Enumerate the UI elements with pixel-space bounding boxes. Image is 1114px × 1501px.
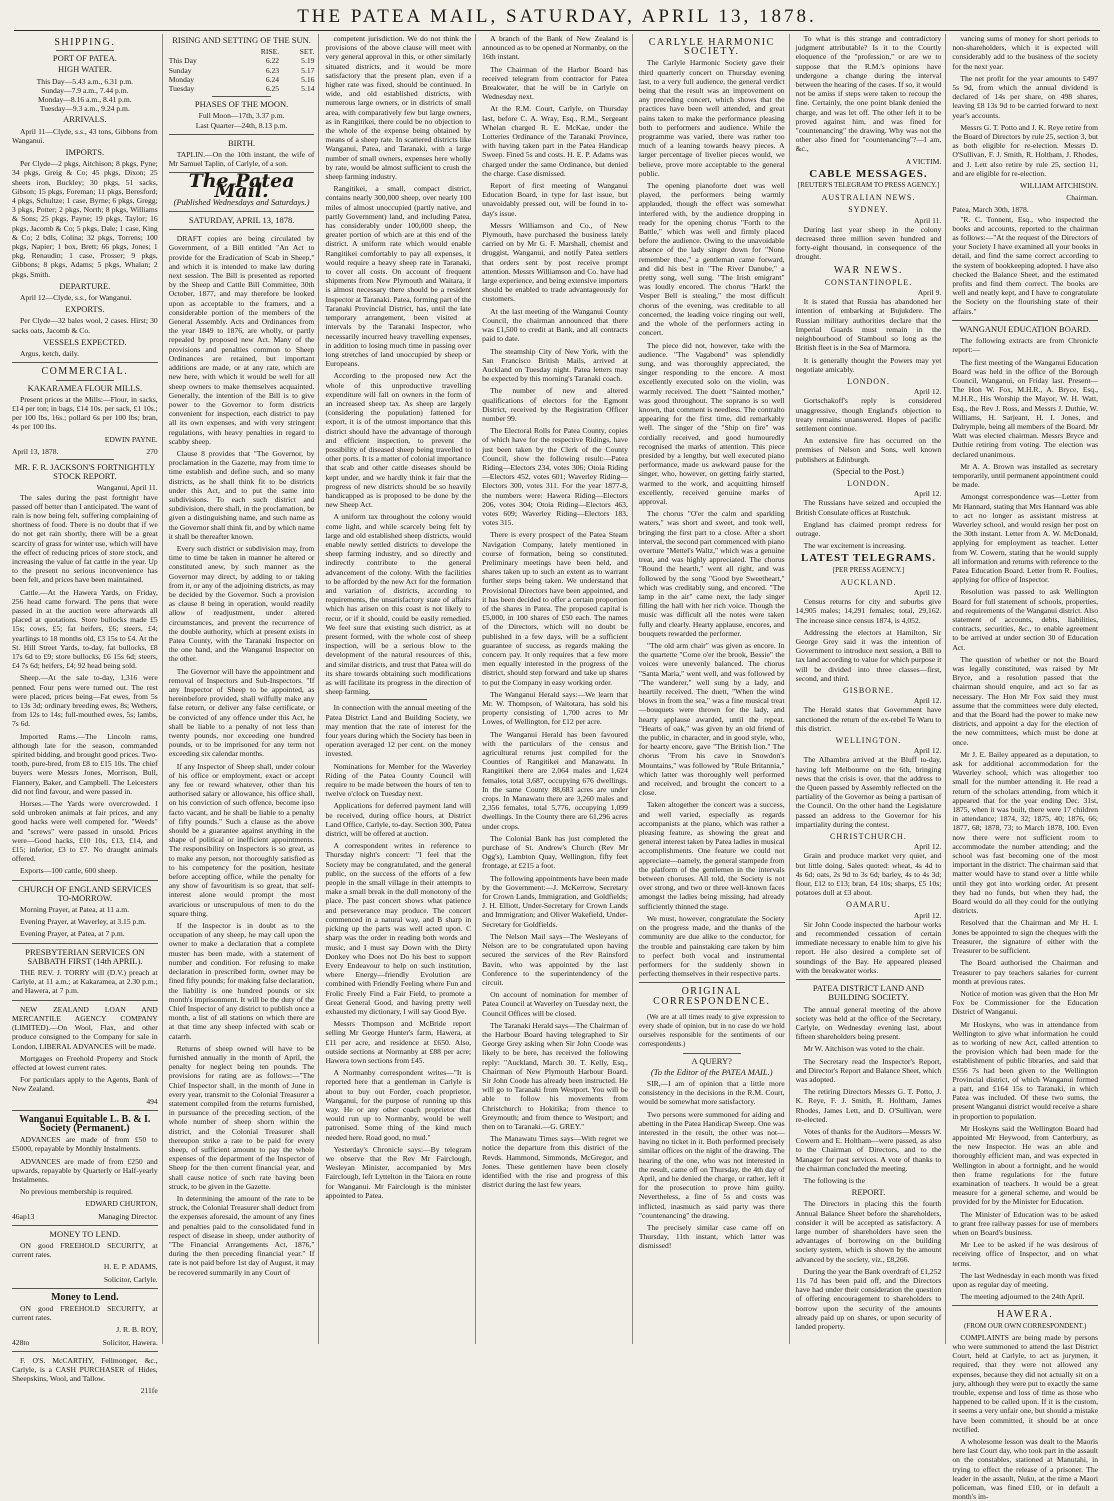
- society-paragraph: The retiring Directors Messrs G. T. Potto, J. K. Reye, F. J. Smith, R. Holtham, James Rhodes, James Lett, and D. O'Sullivan, were re-elected.: [795, 1087, 942, 1124]
- society-paragraph: The Directors in placing this the fourth Annual Balance Sheet before the shareholders, consider it will be accepted as satisfactory. A large number of shareholders have seen the advantages of borrowing on the building society system, which is shown by the amount advanced by the society, viz., £8,266.: [795, 1199, 942, 1264]
- money-to-lend-2-header: Money to Lend.: [51, 1291, 119, 1303]
- column-3: [325, 34, 476, 1344]
- departure-header: DEPARTURE.: [59, 280, 111, 291]
- high-water-row: Sunday—7.9 a.m., 7.44 p.m.: [41, 85, 129, 95]
- education-paragraph: Mr J. E. Bailey appeared as a deputation, to ask for additional accommodation for the Waverley school, which was altogether too small for the number attending it. He read a return of the scholars attending, from which it appeared that for the year ending Dec. 31st, 1875, when it was built, there were 17 children in attendance; 1874, 32; 1875, 40; 1876, 66; 1877, 68; 1878, 73; to March 1878, 100. Even now there were not sufficient room to accommodate the number attending; and the school was fast becoming one of the most important in the district. The chairman said that matter would have to stand over a little while until they got into working order. At present they had no funds, but when they had, the Board would do all they could for the outlying districts.: [952, 749, 1099, 916]
- equitable-role-line: [12, 1212, 158, 1221]
- hawera-paragraph: COMPLAINTS are being made by persons who were summoned to attend the last District Court, held at Carlyle, to act as jurymen, it required, that they were not allowed any expenses, because they did not actually sit on a jury, although they were put to exactly the same trouble, expense and loss of time as those who happened to be called upon. If it is the custom, it seems a very unfair one, but should a mistake have been committed, it should be at once rectified.: [952, 1332, 1099, 1434]
- equitable-role: Managing Director.: [98, 1211, 158, 1221]
- leader-paragraph: According to the proposed new Act the whole of this unproductive travelling expenditure will fall on owners in the form of an increased sheep tax. As sheep are largely (considering the population) fattened for export, it is of the utmost importance that this district should have the advantage of thorough and efficient inspection, to prevent the possibility of diseased sheep being travelled to other ports. It is a matter of colonial importance that scab and other cattle diseases should be kept under, and we hardly think it fair that the progress of new districts should be so heavily handicapped as is proposed to be done by the new Sheep Act.: [325, 371, 472, 510]
- education-paragraph: Resolved that the Chairman and Mr H. I. Jones be appointed to sign the cheques with the Treasurer, the signature of either with the Treasurer to be sufficient.: [952, 918, 1099, 956]
- news-paragraph: The Colonial Bank has just completed the purchase of St. Andrew's Church (Rev Mr Ogg's), Lambton Quay, Wellington, fifty feet frontage, at £215 a foot.: [482, 833, 628, 871]
- place-header: SYDNEY.: [848, 205, 889, 215]
- correspondence-note: (We are at all times ready to give expression to every shade of opinion, but in no case do we hold ourselves responsible for the sentiments of our correspondents.): [638, 1012, 785, 1049]
- column-1: [12, 34, 163, 1396]
- mills-date-line: [12, 447, 158, 456]
- stock-report-header: MR. F. R. JACKSON'S FORTNIGHTLY STOCK REPORT.: [14, 461, 156, 482]
- moon-header: PHASES OF THE MOON.: [194, 99, 289, 110]
- column-5: [639, 34, 790, 1344]
- news-paragraph: The following appointments have been made by the Government:—J. McKerrow, Secretary for Crown Lands, Immigration, and Goldfields; J. H. Elliott, Under-Secretary for Crown Lands and Immigration; and Oliver Wakefield, Under-Secretary for Goldfields.: [482, 873, 628, 929]
- cable-messages-header: CABLE MESSAGES.: [809, 167, 928, 180]
- column-4: [482, 34, 633, 1344]
- table-row: This Day 6.22 5.19: [168, 56, 315, 66]
- letter-paragraph: The precisely similar case came off on Thursday, 11th instant, which latter was dismissed!: [638, 1222, 785, 1251]
- exports-text: Per Clyde—32 bales wool, 2 cases. Hirst; 30 sacks oats, Jacomb & Co.: [12, 316, 158, 335]
- education-paragraph: The question of whether or not the Board was legally constituted, was raised by Mr Bryce, and a resolution passed that the chairman should enquire, and act so far as necessary. The Hon Mr Fox said they must assume that the committees were duly elected, and that the Board had the power to make new districts, and appoint a day for the election of the new committees, which must be done at once.: [952, 654, 1099, 747]
- report-header: REPORT.: [851, 1187, 886, 1198]
- dateline: April 9.: [917, 288, 942, 298]
- cable-text: The Russians have seized and occupied the British Consulate offices at Rustchuk.: [795, 498, 942, 517]
- presbyterian-header: PRESBYTERIAN SERVICES ON SABBATH FIRST (14th APRIL).: [25, 946, 145, 966]
- society-paragraph: vancing sums of money for short periods to non-shareholders, which it is expected will considerably add to the business of the society for the next year.: [952, 34, 1099, 71]
- leader-paragraph: The Governor will have the appointment and removal of Inspectors and Sub-Inspectors. "If any Inspector of Sheep to be appointed, as hereinbefore provided, shall wilfully make any false return, or deliver any false certificate, or be convicted of any offence under this Act, he shall be liable to a penalty of not less than twenty pounds, nor exceeding one hundred pounds, or to be imprisoned for any term not exceeding six calendar months.: [168, 666, 315, 759]
- leader-paragraph: A uniform tax throughout the colony would come light, and while scarcely being felt by large and old established sheep districts, would enable newly settled districts to develope the sheep farming industry, and so directly and indirectly contribute to the general advancement of the colony. With the facilities to be afforded by the new Act for the formation and variation of districts, according to requirements, the unsatisfactory state of affairs which has arisen on this coast is not likely to recur, or if it should, could be easily remedied. We feel sure that existing such district, as at present formed, with the whole cost of sheep inspection, will be a serious blow to the development of the natural resources of this, and similar districts, and trust that Patea will do its share towards obtaining such modifications as will facilitate its progress in the direction of sheep farming.: [325, 512, 472, 697]
- press-agency-note: [PER PRESS AGENCY.]: [832, 565, 905, 574]
- news-paragraph: Messrs Thompson and McBride report selling Mr George Hunter's farm, Hawera, at £11 per acre, and residence at £650. Also, outside sections at Normanby at £88 per acre; Hawera town sections from £45.: [325, 1019, 472, 1065]
- concert-paragraph: We must, however, congratulate the Society on the progress made, and the thanks of the community are due alike to the conductor, for the trouble and painstaking care taken by him to perfect both vocal and instrumental performers for the suddenly shown in perfecting themselves in their respective parts.: [638, 913, 785, 979]
- church-header: CHURCH OF ENGLAND SERVICES TO-MORROW.: [18, 883, 152, 903]
- education-paragraph: Amongst correspondence was—Letter from Mr Hannard, stating that Mrs Hannard was able to act no longer as assistant mistress at Waverley school, and would resign her post on the 30th instant. Letter from A. W. McDonald, applying for employment as teacher. Letter from W. Cowern, stating that he would supply all information and returns with reference to the Patea Education Board. Letter from R. Foulies, applying for office of Inspector.: [952, 492, 1099, 585]
- news-paragraph: The number of new and altered qualifications of electors for the Egmont District, received by the Registration Officer number 99.: [482, 386, 628, 423]
- sun-table: [169, 47, 315, 93]
- paper-title: The Patea Mail.: [188, 170, 295, 202]
- education-paragraph: The Board authorised the Chairman and Treasurer to pay teachers salaries for current month at previous rates.: [952, 958, 1099, 986]
- place-header: CONSTANTINOPLE.: [824, 277, 913, 287]
- letter-paragraph: To what is this strange and contradictory judgment attributable? Is it to the Courtly eloquence of the "profession," or are we to suppose that the R.M.'s opinions have undergone a change during the interval between the hearing of the cases. If so, it would not be amiss if steps were taken to recoup the fine. Certainly, the one point blank denied the charge, and was let off. The other left it to be proved against him, and was fined for "countenancing" the drawing. Why was not the other also fined for "countenancing"?—I am, &c.,: [795, 34, 942, 154]
- mills-date: April 13, 1878.: [12, 446, 59, 456]
- education-board-header: WANGANUI EDUCATION BOARD.: [959, 323, 1091, 334]
- mills-number: 270: [146, 446, 158, 456]
- news-paragraph: At the last meeting of the Wanganui County Council, the chairman announced that there was £1,500 to credit at Bank, and all contracts paid to date.: [482, 306, 628, 344]
- education-paragraph: The first meeting of the Wanganui Education Board was held in the office of the Borough Council, Wanganui, on Friday last. Present—The Hon W. Fox, M.H.R., A. Bryce, Esq., M.H.R., His Worship the Mayor, W. H. Watt, Esq., the Rev J. Ross, and Messrs J. Duthie, W. Williams, H. Sarjeant, H. I. Jones, and Dalrymple, being all members of the Board. Mr Watt was elected chairman. Messrs Bryce and Duthie retiring from voting. The election was declared unanimous.: [952, 357, 1099, 459]
- commercial-header: COMMERCIAL.: [41, 366, 129, 378]
- stock-report-text: The sales during the past fortnight have passed off better than I anticipated. The want of rain is now being felt, suffering complaining of shortness of food. There is no doubt that if we do not get rain shortly, there will be a great scarcity of grass for winter use, which will have the effect of reducing prices of store stock, and increasing the value of fat cattle in the year. Up to the present no serious inconvenience has been felt, and prices have been maintained.: [12, 492, 158, 585]
- leader-paragraph: competent jurisdiction. We do not think the provisions of the above clause will meet with very general approval in this, or other similarly situated districts, and it would be more satisfactory that the present plan, even if a higher rate was fixed, should be continued. In wide, and old established districts, with numerous large owners, or in districts of small area, with comparatively few but large owners, as in Rangitikei, there could be no objection to the whole of the expense being obtained by means of a sheep rate. In scattered districts like Wanganui, Patea, and Taranaki, with a large number of small owners, expenses here wholly by rate, would be almost sufficient to crush the sheep farming industry.: [325, 34, 472, 182]
- moon-text: Last Quarter—24th, 8.13 p.m.: [195, 120, 288, 130]
- society-paragraph: The Secretary read the Inspector's Report, and Director's Report and Balance Sheet, which was adopted.: [795, 1056, 942, 1084]
- equitable-text: No previous membership is required.: [20, 1187, 133, 1197]
- stock-report-text: Horses.—The Yards were overcrowded. I sold unbroken animals at fair prices, and any good hacks were well competed for. "Weeds" and "screws" were passed in unsold. Prices were—Good hacks, £10 10s, £13, £14, and £15; inferior, £3 to £7. No draught animals offered.: [12, 799, 158, 864]
- table-row: Sunday 6.23 5.17: [168, 65, 315, 75]
- church-text: Morning Prayer, at Patea, at 11 a.m.: [20, 905, 130, 915]
- concert-paragraph: Taken altogether the concert was a success, and well varied, especially as regards accompanists at the piano, which was rather a pleasing feature, as showing the great and general interest taken by Patea ladies in musical accomplishments. One feature we could not appreciate—namely, the general stampede from the platform of the gentlemen in the intervals between choruses. All told, the Society is not over strong, and two or three well-known faces amongst the ladies being missing, had already sufficiently thinned the stage.: [638, 800, 785, 911]
- news-paragraph: The Chairman of the Harbor Board has received telegram from contractor for Patea Breakwater, that he will be in Carlyle on Wednesday next.: [482, 64, 628, 102]
- leader-paragraph: Clause 8 provides that "The Governor, by proclamation in the Gazette, may from time to time establish and define such, and so many districts, as he shall think fit to be districts under this Act, and to put the same into subdivisions. To each such district and subdivision, there shall, in the proclamation, be given a distinguishing name, and such name as the Governor shall think fit, and by which name it shall be thereafter known.: [168, 448, 315, 541]
- dateline: April 12.: [913, 842, 942, 852]
- place-header: OAMARU.: [846, 900, 891, 910]
- news-paragraph: Messrs Williamson and Co., of New Plymouth, have purchased the business lately carried on by Mr G. F. Marshall, chemist and druggist, Wanganui, and notify Patea settlers that orders sent by post receive prompt attention. Messrs Williamson and Co. have had large experience, and being extensive importers should be enabled to trade advantageously for customers.: [482, 220, 628, 304]
- society-paragraph: The annual general meeting of the above society was held at the office of the Secretary, Carlyle, on Wednesday evening last, about fifteen shareholders being present.: [795, 1004, 942, 1042]
- society-paragraph: "R. C. Tonnent, Esq., who inspected the books and accounts, reported to the chairman as follows:—"At the request of the Directors of your Society I have examined all your books in detail, and find the same correct according to the system of bookkeeping adopted. I have also checked the Balance Sheet, and the estimated profits and find them correct. The books are well and neatly kept, and I have to congratulate the Society on the flourishing state of their affairs.": [952, 214, 1099, 316]
- telegram-text: The Alhambra arrived at the Bluff to-day, having left Melbourne on the 6th, bringing news that the crisis is over, that the address to the Queen passed by Assembly reflected on the partiality of the Governor as being a partisan of the Council. On the other hand the Legislature passed an address to the Governor for his impartiality during the contest.: [795, 755, 942, 829]
- equitable-text: ADVANCES are made of from £250 and upwards, repayable by Quarterly or Half-yearly Instalments.: [12, 1156, 158, 1184]
- australian-news-header: AUSTRALIAN NEWS.: [821, 193, 916, 203]
- news-paragraph: The Wanganui Herald has been favoured with the particulars of the census and agricultural returns just compiled for the Counties of Rangitikei and Manawatu. In Rangitikei there are 2,064 males and 1,624 females, total 3,687, occupying 676 dwellings. In the same County 88,683 acres are under crops. In Manawatu there are 3,260 males and 2,356 females, total 5,776, occupying 1,099 dwellings. In the County there are 61,296 acres under crops.: [482, 729, 628, 831]
- shipping-header: SHIPPING.: [54, 37, 116, 48]
- society-signature: WILLIAM AITCHISON.: [1019, 181, 1099, 191]
- leader-paragraph: If the Inspector is in doubt as to the occupation of any sheep, he may call upon the owner to make a declaration that a complete muster has been made, with a statement of number and condition. For refusing to make declaration in prescribed form, owner may be fined fifty pounds; for making false declaration, the liability is one hundred pounds or six month's imprisonment. It will be the duty of the Chief Inspector of any district to publish once a month, a list of all stations on which there are at that time any sheep infected with scab or catarrh.: [168, 921, 315, 1041]
- education-paragraph: The Minister of Education was to be asked to grant free railway passes for use of members when on Board's business.: [952, 1209, 1099, 1237]
- place-header: WELLINGTON.: [835, 736, 902, 746]
- society-date: Patea, March 30th, 1878.: [952, 205, 1029, 215]
- society-paragraph: The following is the: [803, 1175, 865, 1185]
- cable-text: It is generally thought the Powers may yet negotiate amicably.: [795, 355, 942, 374]
- equitable-signature: EDWARD CHURTON,: [85, 1199, 158, 1209]
- column-2: [169, 34, 320, 1344]
- news-paragraph: Nominations for Member for the Waverley Riding of the Patea County Council will require to be made between the hours of ten to twelve o'clock on Tuesday next.: [325, 761, 472, 799]
- dateline: April 11.: [914, 215, 942, 225]
- stock-report-text: Sheep.—At the sale to-day, 1,316 were penned. Four pens were turned out. The rest were placed, prices being—Fat ewes, from 5s to 13s 3d; ordinary breeding ewes, 8s; Wethers, from 12s to 14s; full-mouthed ewes, 5s; lambs, 7s 6d.: [12, 673, 158, 729]
- hawera-subheader: (FROM OUR OWN CORRESPONDENT.): [963, 1321, 1087, 1330]
- column-6: [796, 34, 947, 1344]
- vessels-text: Argus, ketch, daily.: [20, 349, 80, 359]
- dateline: April 12.: [913, 746, 942, 756]
- news-paragraph: The Nelson Mail says—The Wesleyans of Nelson are to be congratulated upon having secured the services of the Rev Rainsford Bavin, who was appointed by the last Conference to the superintendency of the circuit.: [482, 931, 628, 987]
- society-paragraph: During the year the Bank overdraft of £1,252 11s 7d has been paid off, and the Directors have had under their consideration the question of offering encouragement to shareholders to borrow upon the security of the amounts already paid up on shares, or upon security of landed property.: [795, 1266, 942, 1331]
- paper-subtitle: (Published Wednesdays and Saturdays.): [173, 196, 310, 207]
- place-header: GISBORNE.: [842, 686, 894, 695]
- arrivals-header: ARRIVALS.: [63, 114, 107, 125]
- query-subheader: (To the Editor of the PATEA MAIL.): [650, 1066, 773, 1077]
- mccarthy-text: F. O'S. McCARTHY, Fellmonger, &c., Carlyle, is a CASH PURCHASER of Hides, Sheepskins, Wool, and Tallow.: [12, 1355, 158, 1384]
- high-water-header: HIGH WATER.: [58, 64, 112, 75]
- stock-report-exports: Exports—100 cattle, 600 sheep.: [20, 866, 118, 876]
- society-role: Chairman.: [1066, 193, 1099, 203]
- news-paragraph: The Manawatu Times says—With regret we notice the departure from this district of the Revds. Hammond, Simmonds, McGregor, and Jones. These gentlemen have been closely identified with the rise and progress of this district during the last few years.: [482, 1134, 628, 1190]
- dateline: April 12.: [913, 696, 942, 706]
- concert-paragraph: The Carlyle Harmonic Society gave their third quarterly concert on Thursday evening last, to a very full audience, the general verdict being that the result was an improvement on any preceding concert, which shows that the practices have been well attended, and great pains taken to make the performance pleasing both to performers and audience. While the programme was varied, there was rather too much of a leaning towards heavy pieces. A larger percentage of livelier pieces would, we believe, prove more acceptable to the general public.: [638, 58, 785, 178]
- masthead-rule: [14, 30, 1100, 31]
- dateline: April 12.: [913, 587, 942, 597]
- church-text: Evening Prayer, at Waverley, at 3.15 p.m.: [20, 917, 147, 927]
- money-to-lend-2-number: 428to: [12, 1337, 30, 1347]
- news-paragraph: Yesterday's Chronicle says:—By telegram we observe that the Rev Mr Fairclough, Wesleyan Minister, accompanied by Mrs Fairclough, left Lyttelton in the Taiora en route for Wanganui. Mr Fairclough is the minister appointed to Patea.: [325, 1144, 472, 1200]
- cable-text: An extensive fire has occurred on the premises of Nelson and Sons, well known publishers at Edinburgh.: [795, 436, 942, 464]
- money-to-lend-2-role: Solicitor, Hawera.: [102, 1337, 158, 1347]
- leader-paragraph: In determining the amount of the rate to be struck, the Colonial Treasurer shall deduct from the expenses aforesaid, the amount of any fines and penalties paid to the consolidated fund in respect of disease in sheep, under authority of "The Financial Arrangements Act, 1876," during the then preceding financial year." If rate is not paid before 1st day of August, it may be recovered summarily in any Court of: [168, 1193, 315, 1277]
- arrivals-text: April 11—Clyde, s.s., 43 tons, Gibbons from Wanganui.: [12, 126, 158, 145]
- war-news-header: WAR NEWS.: [833, 264, 903, 276]
- moon-text: Full Moon—17th, 3.37 p.m.: [198, 111, 285, 121]
- news-paragraph: There is every prospect of the Patea Steam Navigation Company, lately mentioned in course of formation, being so constituted. Preliminary meetings have been held, and shares taken up to such an extent as to warrant further steps being taken. We understand that Provisional Directors have been appointed, and it has been decided to offer a certain proportion of the shares in Patea. The proposed capital is £5,000, in 100 shares of £50 each. The names of the Directors, which will no doubt be published in a few days, will be a sufficient guarantee of success, as regards making the concern pay. It only requires that a few more men equally interested in the progress of the district, should step forward and take up shares to put the Company in easy working order.: [482, 530, 628, 687]
- place-header: LONDON.: [847, 376, 890, 386]
- mills-text: Present prices at the Mills:—Flour, in sacks, £14 per ton; in bags, £14 10s. per sack, £1 10s.; per 100 lbs, 16s.; pollard 6s per 100 lbs; bran, 4s per 100 lbs.: [12, 394, 158, 432]
- concert-paragraph: The opening pianoforte duet was well played, the performers being warmly applauded, though the effect was somewhat interfered with, by the audience dropping in ready for the opening chorus "Forth to the Battle," which was well and firmly placed before the audience. Owing to the unavoidable absence of the lady singer down for "None remember thee," a gentleman came forward, and did his best in "The River Danube," a pretty song, well sung. "The Irish emigrant" was loudly encored. The chorus "Hark! the Vesper Bell is stealing," the most difficult chorus of the evening, was creditable to all concerned, the leading voice ringing out well, and the whole of the performers acting in concert.: [638, 181, 785, 338]
- departure-text: April 12—Clyde, s.s., for Wanganui.: [20, 293, 132, 303]
- cable-text: England has claimed prompt redress for outrage.: [795, 519, 942, 538]
- query-header: A QUERY?: [691, 1055, 732, 1066]
- concert-paragraph: The piece did not, however, take with the audience. "The Vagabond" was splendidly sung, and was thoroughly appreciated, the singer responding to the encore. A most excellently executed solo on the violin, was warmly received. The duett "Sainted mother," was good throughout. The soprano is so well known, that comment is needless. The contralto appearing for the first time, did remarkably well. The singer of the "Ship on fire" was cordially received, and good humouredly recognised the marks of attention. This piece presided by a lengthy, but well executed piano performance, made us awkward pause for the singer, who, however, on getting fairly started, warmed to the work, and acquitting himself excellently, received genuine marks of approval.: [638, 340, 785, 506]
- table-row: Tuesday 6.25 5.14: [168, 84, 315, 94]
- news-paragraph: A Normanby correspondent writes—"It is reported here that a gentleman in Carlyle is about to buy out Forder, coach proprietor, Wanganui, for the purpose of running up this way. He or any other coach proprietor that would run up to Normanby, would be well patronised. Some thing of the kind much needed here. Road good, no mud.": [325, 1068, 472, 1142]
- news-paragraph: At the R.M. Court, Carlyle, on Thursday last, before C. A. Wray, Esq., R.M., Sergeant Whelan charged R. E. McKae, under the Lotteries Ordinance of the Taranaki Province, with having taken part in the Patea Handicap Sweep. Fined 5s and costs. H. E. P. Adams was charged under the same Ordinance, but denied the charge. Case dismissed.: [482, 104, 628, 178]
- money-to-lend-2-role-line: [12, 1338, 158, 1347]
- table-row: RISE. SET.: [260, 47, 315, 57]
- cable-text: Gortschakoff's reply is considered unaggressive, though England's objection to treaty remains unanswered. Hopes of pacific settlement continue.: [795, 396, 942, 433]
- money-to-lend-signature: H. E. P. ADAMS,: [103, 1262, 158, 1272]
- concert-paragraph: The chorus "O'er the calm and sparkling waters," was short and sweet, and took well, bringing the first part to a close. After a short interval, the second part commenced with piano overture "Mettel's Waltz," which was a genuine treat, and was highly appreciated. The chorus "Round the hearth," went all right, and was followed by the song "Good bye Sweetheart," which was creditably sung, and encored. "The lamp in the air" came next, the lady singer filling the hall with her rich voice. Though the music was difficult all the notes were taken fully and clearly. Hearty applause, encores, and bouquets rewarded the performer.: [638, 509, 785, 638]
- stock-report-date: Wanganui, April 11.: [96, 483, 158, 493]
- nz-loan-text: For particulars apply to the Agents, Bank of New Zealand.: [12, 1075, 158, 1094]
- latest-telegrams-header: LATEST TELEGRAMS.: [800, 552, 936, 565]
- news-paragraph: Applications for deferred payment land will be received, during office hours, at District Land Office, Carlyle, to-day. Section 300, Patea district, will be offered at auction.: [325, 801, 472, 839]
- telegram-text: Census returns for city and suburbs give 14,905 males; 14,291 females; total, 29,162. The increase since census 1874, is 4,052.: [795, 597, 942, 625]
- money-to-lend-2-text: ON good FREEHOLD SECURITY, at current rates.: [12, 1303, 158, 1323]
- nz-loan-text: Mortgages on Freehold Property and Stock effected at lowest current rates.: [12, 1053, 158, 1072]
- cable-text: During last year sheep in the colony decreased three million seven hundred and forty-eight thousand, in consequence of the drought.: [795, 224, 942, 262]
- exports-header: EXPORTS.: [65, 304, 105, 315]
- imports-header: IMPORTS.: [65, 147, 105, 158]
- port-header: PORT OF PATEA.: [52, 53, 117, 64]
- leader-paragraph: Rangitikei, a small, compact district, contains nearly 300,000 sheep, over nearly 100 miles of almost unoccupied (partly native, and partly Government) land, and including Patea, has considerably under 100,000 sheep, the greater portion of which are at this end of the district. A uniform rate which would enable Rangitikei comfortably to pay all expenses, it would require a heavy sheep rate in Taranaki, to cover all costs. On account of frequent shipments from New Plymouth and Waitara, it is almost necessary there should be a resident Inspector at Taranaki. Patea, forming part of the Taranaki Provincial District, has, until the late temporary arrangement, been visited at intervals by the Taranaki Inspector, who necessarily incurred heavy travelling expenses, in addition to losing much time in passing over long stretches of land unoccupied by sheep or Europeans.: [325, 184, 472, 369]
- cable-text: The war excitement is increasing.: [803, 541, 906, 551]
- letter-paragraph: Two persons were summoned for aiding and abetting in the Patea Handicap Sweep. One was interested in the result, the other was not—having no ticket in it. Both performed precisely similar offices on the night of the drawing. The hearing of the one, who was not interested in the result, came off on Thursday, the 4th day of April, and he denied the charge, or rather, left it for the prosecution to prove him guilty. Nevertheless, a fine of 5s and costs was inflicted, inasmuch as said party was there "countenancing" the drawing.: [638, 1109, 785, 1220]
- news-paragraph: In connection with the annual meeting of the Patea District Land and Building Society, we may mention that the rate of interest for the four years during which the Society has been in operation averaged 12 per cent. on the money invested.: [325, 703, 472, 759]
- correspondence-header: ORIGINAL CORRESPONDENCE.: [653, 986, 771, 1007]
- mills-header: KAKARAMEA FLOUR MILLS.: [27, 382, 143, 393]
- high-water-row: Tuesday—9.3 a.m., 9.24 p.m.: [39, 104, 130, 114]
- news-paragraph: A branch of the Bank of New Zealand is announced as to be opened at Normanby, on the 16th instant.: [482, 34, 628, 62]
- special-note: (Special to the Post.): [833, 465, 904, 476]
- leader-paragraph: DRAFT copies are being circulated by Government, of a Bill entitled "An Act to provide for the Eradication of Scab in Sheep," and which it is intended to make law during next session. The Bill is presented as reported by the Sheep and Cattle Bill Committee, 30th October, 1877, and may therefore be looked upon as acceptable to the framers, and a considerable portion of the members of the General Assembly. Acts and Ordinances from the year 1849 to 1876, are wholly, or partly repealed by proposed new Act. Many of the provisions and penalties common to Sheep Ordinances are retained, but important additions are made, or at any rate, which are new here, with which it would be well for all sheep owners to make themselves acquainted. Generally, the intention of the Bill is to give power to the Governor to form districts convenient for inspection, each district to pay all its own expenses, and with very stringent regulations, with heavy penalties in regard to scabby sheep.: [168, 234, 315, 446]
- leader-paragraph: Every such district or subdivision may, from time to time be taken in manner he altered or constituted anew, by such manner as the Governor may direct, by adding to or taking from it, or any of the adjoining districts, as may be decided by the Governor. Such a provision as clause 8 being in operation, would readily allow of readjustment, under altered circumstances, and prevent the recurrence of the double authority, which at present exists in Patea County, with the Taranaki Inspector on the one hand, and the Wanganui Inspector on the other.: [168, 543, 315, 664]
- reuter-note: [REUTER'S TELEGRAM TO PRESS AGENCY.]: [797, 181, 940, 190]
- nz-loan-text: NEW ZEALAND LOAN AND MERCANTILE AGENCY COMPANY (LIMITED).—On Wool, Flax, and other produce consigned to the Company for sale in London, LIBERAL ADVANCES will be made.: [12, 1004, 158, 1051]
- education-paragraph: Resolution was passed to ask Wellington Board for full statement of schools, properties, and requirements of the Wanganui district. Also statement of accounts, debts, liabilities, contracts, securities, &c., to enable agreement to be arrived at under section 30 of Education Act.: [952, 587, 1099, 652]
- education-paragraph: Mr Hoskyns, who was in attendance from Wellington to give what information he could as to working of new Act, called attention to the provision which had been made for the establishment of public libraries, and said that £556 7s had been given to the Wellington Provincial district, of which Wanganui formed a part, and £164 15s to Taranaki, in which Patea was included. Of these two sums, the present Wanganui district would receive a share in proportion to population.: [952, 1019, 1099, 1121]
- sun-header: RISING AND SETTING OF THE SUN.: [172, 35, 311, 45]
- nz-loan-number: 494: [146, 1096, 158, 1106]
- mills-signature: EDWIN PAYNE.: [104, 434, 158, 444]
- concert-paragraph: "The old arm chair" was given as encore. In the quartette "Come o'er the brook, Bessie" the voices were unevenly balanced. The chorus "Santa Maria," went well, and was followed by "The wanderer," well sung by a lady, and heartily received. The duett, "When the wind blows in from the sea," was a fine musical treat—bouquets were thrown for the lady, and hearty applause awarded, until the repeat. "Hearts of oak," was given by an old friend of the public, in character, and in good style, who, for hearty encore, gave "The British lion." The chorus "From his cave in Snowdon's Mountains," was followed by "Rule Britannia," which latter was thoroughly well performed and received, and brought the concert to a close.: [638, 641, 785, 798]
- letter-signature: A VICTIM.: [905, 156, 942, 166]
- presbyterian-text: THE REV. J. TORRY will (D.V.) preach at Carlyle, at 11 a.m.; at Kakaramea, at 2.30 p.m.; and Hawera, at 7 p.m.: [12, 968, 158, 996]
- table-row: Monday 6.24 5.16: [168, 74, 315, 84]
- education-paragraph: Mr Hoskyns said the Wellington Board had appointed Mr Heywood, from Canterbury, as the new Inspector. He was an able and thoroughly efficient man, and was expected in Wellington in about a fortnight, and he would then frame regulations for the future examination of teachers. It would be a great measure for a general scheme, and would be provided for by the Minister for Education.: [952, 1123, 1099, 1207]
- dateline: April 12.: [913, 489, 942, 499]
- education-subheader: The following extracts are from Chronicle report:—: [952, 336, 1099, 355]
- society-paragraph: The net profit for the year amounts to £497 5s 9d, from which the annual dividend is declared of 14s per share, on 498 shares, leaving £8 13s 9d to be carried forward to next year's accounts.: [952, 73, 1099, 120]
- news-paragraph: Report of first meeting of Wanganui Education Board, in type for last issue, but unavoidably pressed out, will be found in to-day's issue.: [482, 181, 628, 218]
- equitable-text: ADVANCES are made of from £50 to £5000, repayable by Monthly Instalments.: [12, 1135, 158, 1154]
- education-paragraph: The last Wednesday in each month was fixed upon as regular day of meeting.: [952, 1270, 1099, 1289]
- high-water-row: This Day—5.43 a.m., 6.31 p.m.: [36, 76, 134, 86]
- masthead: [0, 0, 1114, 28]
- letter-paragraph: SIR,—I am of opinion that a little more consistency in the decisions in the R.M. Court, would be somewhat more satisfactory.: [638, 1078, 785, 1107]
- money-to-lend-text: ON good FREEHOLD SECURITY, at current rates.: [12, 1240, 158, 1260]
- money-to-lend-header: MONEY TO LEND.: [49, 1228, 121, 1239]
- news-paragraph: The Electoral Rolls for Patea County, copies of which have for the respective Ridings, have just been taken by the Clerk of the County Council, show the following result:—Patea Riding—Electors 234, votes 306; Otoia Riding—Electors 452, votes 601; Waverley Riding—Electors 300, votes 311. For the year 1877-8, the numbers were: Hawera Riding—Electors 206, votes 304; Otoia Riding—Electors 463, votes 609; Waverley Riding—Electors 183, votes 315.: [482, 426, 628, 528]
- leader-paragraph: If any Inspector of Sheep shall, under colour of his office or employment, exact or accept any fee or reward whatever, other than his authorised salary or allowance, his office shall, on his conviction of such offence, become ipso facto vacant, and he shall be liable to a penalty of fifty pounds." Such a clause as the above should be a guarantee against anything in the shape of political or inefficient appointments. The responsibility on Inspectors is so great, as to make any person, not thoroughly satisfied as to his competency for the position, hesitate before accepting office, while the penalty for any show of favouritism is so great, that self-interest alone would prompt the most avaricious or unscrupulous of men to do the square thing.: [168, 761, 315, 918]
- place-header: LONDON.: [847, 478, 890, 488]
- news-paragraph: On account of nomination for member of Patea Council at Waverley on Tuesday next, the Council Offices will be closed.: [482, 990, 628, 1018]
- dateline: April 12.: [913, 387, 942, 397]
- leader-paragraph: Returns of sheep owned will have to be furnished annually in the month of April, the penalty for neglect being ten pounds. The provisions for rating are as follows:—"The Chief Inspector shall, in the month of June in every year, transmit to the Colonial Treasurer a statement compiled from the returns furnished, in pursuance of the preceding section, of the whole number of sheep shorn within the district, and the Colonial Treasurer shall thereupon strike a rate to be paid for every sheep, of sufficient amount to pay the whole expenses of the department of the Inspector of Sheep for the then current financial year, and shall cause notice of such rate having been struck, to be given in the Gazette.: [168, 1043, 315, 1191]
- building-society-header: PATEA DISTRICT LAND AND BUILDING SOCIETY.: [812, 983, 925, 1003]
- cable-text: It is stated that Russia has abandoned her intention of embarking at Bujukdere. The Russian military authorities declare that the Imperial Guards must remain in the neighbourhood of Stamboul so long as the British fleet is in the Sea of Marmora.: [795, 297, 942, 353]
- society-paragraph: Messrs G. T. Potto and J. K. Reye retire from the Board of Directors by rule 25, section 3, but as both eligible for re-election. Messrs D. O'Sullivan, F. J. Smith, R. Holtham, J. Rhodes, and J. Lett also retire by rule 25, section 11, and are eligible for re-election.: [952, 122, 1099, 178]
- imports-text: Per Clyde—2 pkgs, Aitchison; 8 pkgs, Pyne; 34 pkgs, Greig & Co; 45 pkgs, Dixon; 25 sheets iron, Buckley; 30 pkgs, 51 sacks, Gibson; 15 pkgs, Foreman; 11 pkgs, Beresford; 4 pkgs, Schultze; 1 case, Byrne; 6 pkgs, Gregg; 3 pkgs, Potter; 2 pkgs, North; 8 pkgs, Williams & Sons; 25 pkgs, Payne; 19 pkgs, Taylor; 16 pkgs, Jacomb & Co; 5 pkgs, Dale; 1 case, King & Co; 2 bdls, Colina; 32 pkgs, Torrens; 100 pkgs, Napier; 1 box, Brett; 66 pkgs, Jones; 1 pkg, Renaudin; 1 case, Prosser; 9 pkgs, Gibbons; 8 pkgs, Adams; 5 pkgs, Whalan; 2 pkgs, Smith.: [12, 159, 158, 279]
- society-paragraph: Votes of thanks for the Auditors—Messrs W. Cowern and E. Holtham—were passed, as also to the Chairman of Directors, and to the Manager for past services. A vote of thanks to the chairman concluded the meeting.: [795, 1126, 942, 1173]
- education-paragraph: Mr Lee to be asked if he was desirous of receiving office of Inspector, and on what terms.: [952, 1240, 1099, 1268]
- telegram-text: The Herald states that Government have sanctioned the return of the ex-rebel Te Waru to this district.: [795, 705, 942, 733]
- telegram-text: Addressing the electors at Hamilton, Sir George Grey said it was the intention of Government to introduce next session, a Bill to tax land according to value for which purpose it will be divided into three classes—first, second, and third.: [795, 627, 942, 683]
- mccarthy-number: 211fe: [140, 1386, 158, 1396]
- dateline: April 12.: [913, 910, 942, 920]
- news-paragraph: The steamship City of New York, with the San Francisco British Mails, arrived at Auckland on Tuesday night. Patea letters may be expected by this morning's Taranaki coach.: [482, 346, 628, 384]
- hawera-paragraph: A wholesome lesson was dealt to the Maoris here last Court day, who took part in the assault on the constables, stationed at Manutahi, in trying to effect the release of a prisoner. The leader in the assault, Nuku, at the time a Maori policeman, was fined £10, or in default a month's im-: [952, 1437, 1099, 1501]
- birth-text: TAPLIN.—On the 10th instant, the wife of Mr Samuel Taplin, of Carlyle, of a son.: [168, 150, 315, 169]
- education-paragraph: Notice of motion was given that the Hon Mr Fox be Commissioner for the Education District of Wanganui.: [952, 988, 1099, 1017]
- telegram-text: Grain and produce market very quiet, and but little doing. Sales quoted: wheat, 4s 4d to 4s 6d; oats, 2s 9d to 3s 6d; barley, 4s to 4s 3d; flour, £12 to £13; bran, £4 10s; sharps, £5 10s; potatoes dull at £3 about.: [795, 851, 942, 898]
- news-paragraph: The Wanganui Herald says:—We learn that Mr. W. Thompson, of Waitotara, has sold his property consisting of 1,700 acres to Mr Lowes, of Wellington, for £12 per acre.: [482, 689, 628, 727]
- money-to-lend-role: Solicitor, Carlyle.: [103, 1274, 158, 1284]
- birth-header: BIRTH.: [228, 137, 256, 148]
- equitable-number: 46ap13: [12, 1211, 35, 1221]
- column-7: [952, 34, 1102, 1501]
- harmonic-society-header: CARLYLE HARMONIC SOCIETY.: [648, 37, 775, 58]
- vessels-header: VESSELS EXPECTED.: [43, 336, 127, 347]
- masthead-title: THE PATEA MAIL, SATURDAY, APRIL 13, 1878.: [297, 6, 817, 27]
- place-header: AUCKLAND.: [840, 577, 897, 587]
- newspaper-columns: [12, 34, 1102, 1501]
- news-paragraph: A correspondent writes in reference to Thursday night's concert: "I feel that the Society may be congratulated, and the general public, on the success of the efforts of a few people in the small village in their attempts to make a small break in the dull monotony of the place. The past concert shows what patience and perseverance may produce. The concert commenced in a natural way, and B sharp in picking up the parts was well acted upon. C sharp was the order in reading both words and music, and I must say Down with the Dirty Donkey who Does not Do his best to support Every Endeavour to help on such institution, where Energy—friendly Evolution are combined with Friendly Feeling where Fun and Frolic Freely Find a Fair Field, to promote a Great General Good, and having pretty well exhausted my dictionary, I will say Good Bye.: [325, 841, 472, 1016]
- hawera-header: HAWERA.: [997, 1309, 1054, 1321]
- stock-report-text: Imported Rams.—The Lincoln rams, although late for the season, commanded spirited bidding, and brought good prices. Two-tooth, pure-bred, from £8 to £15 10s. The chief buyers were Messrs Jones, Morrison, Bull, Flannery, Baker, and Campbell. The Leicesters did not find favour, and were passed in.: [12, 731, 158, 796]
- church-text: Evening Prayer, at Patea, at 7 p.m.: [20, 929, 125, 939]
- equitable-header: Wanganui Equitable L. B. & I. Society (Permanent.): [19, 1113, 151, 1134]
- news-paragraph: The Taranaki Herald says—The Chairman of the Harbour Board having telegraphed to Sir George Grey asking when Sir John Coode was likely to be here, has received the following reply: "Auckland, March 30. T. Kelly, Esq., Chairman of New Plymouth Harbour Board. Sir John Coode has already been instructed. He will go to Taranaki from Westport. You will be able to follow his movements from Christchurch to Hokitika; from thence to Greymouth; and from thence to Westport; and then on to Taranaki.—G. GREY.": [482, 1020, 628, 1131]
- education-paragraph: Mr A. A. Brown was installed as secretary temporarily, until permanent appointment could be made.: [952, 461, 1099, 490]
- society-paragraph: Mr W. Aitchison was voted to the chair.: [803, 1044, 925, 1054]
- telegram-text: Sir John Coode inspected the harbour works and recommended cessation of certain immediate necessary to enable him to give his report. He also desired a complete set of soundings of the Bay. He appeared pleased with the breakwater works.: [795, 919, 942, 975]
- paper-date: SATURDAY, APRIL 13, 1878.: [188, 215, 295, 226]
- education-paragraph: The meeting adjourned to the 24th April.: [960, 1292, 1085, 1302]
- money-to-lend-2-signature: J. R. B. ROY,: [116, 1325, 158, 1335]
- stock-report-text: Cattle.—At the Hawera Yards, on Friday, 256 head came forward. The pens that were passed in at the auction were afterwards all placed at quotations. Store bullocks made £5 15s; cows, £5; fat heifers, £6; steers, £4; yearlings to 18 months old, £3 15s to £4. At the St. Hill Street Yards, to-day, fat bullocks, £8 17s 6d to £9; store bullocks, £6 15s 6d; steers, £4 7s 6d; heifers, £4; 92 head being sold.: [12, 587, 158, 671]
- high-water-row: Monday—8.16 a.m., 8.41 p.m.: [38, 95, 132, 105]
- place-header: CHRISTCHURCH.: [830, 832, 907, 842]
